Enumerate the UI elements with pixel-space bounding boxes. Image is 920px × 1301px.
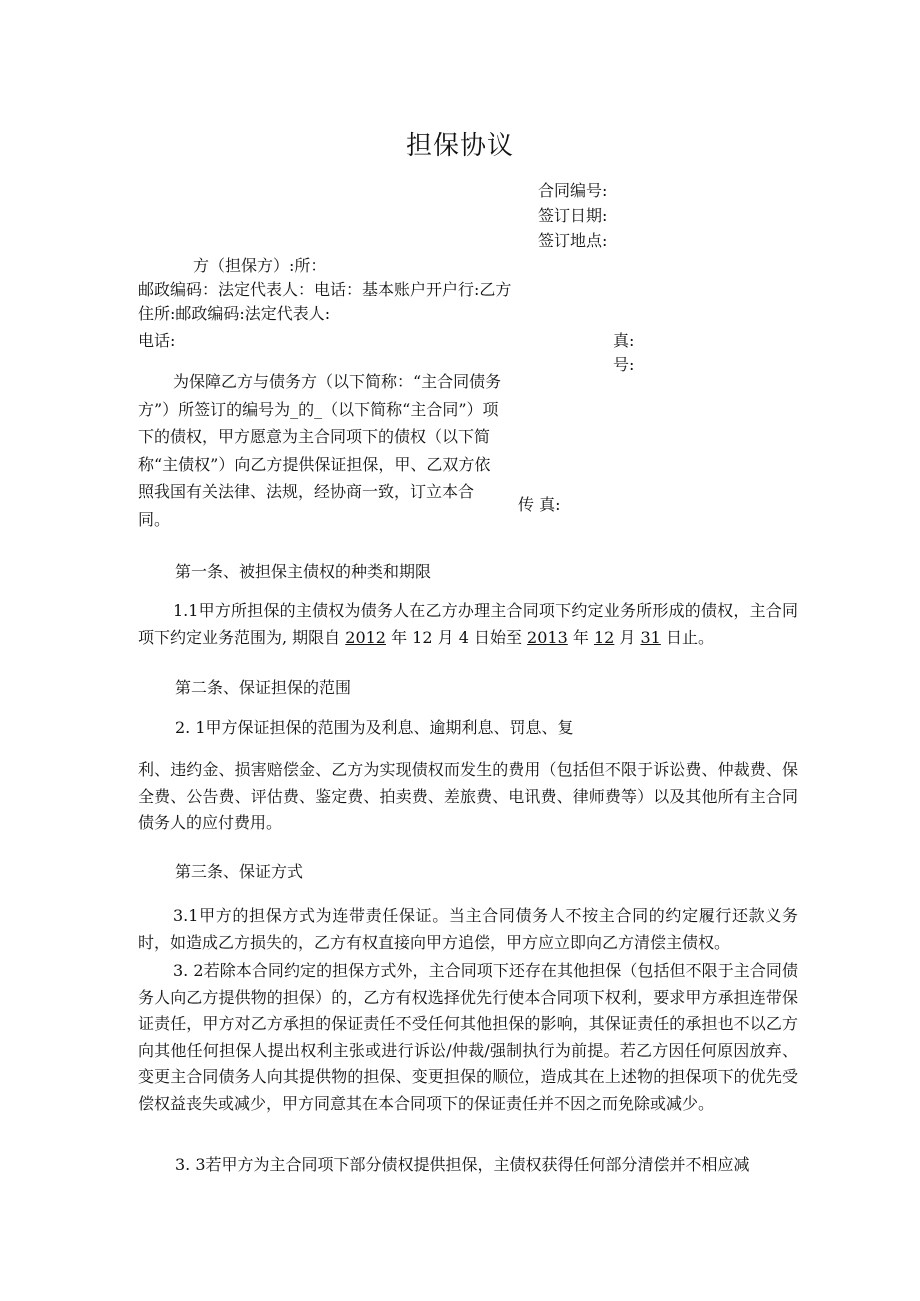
article-3-paragraph-1: 3.1甲方的担保方式为连带责任保证。当主合同债务人不按主合同的约定履行还款义务时，如造成乙方损失的，乙方有权直接向甲方追偿，甲方应立即向乙方清偿主债权。: [138, 906, 798, 952]
phone-label: 电话:: [138, 331, 176, 350]
fax-fragment: 真:: [613, 331, 635, 350]
article-1-paragraph: 1.1甲方所担保的主债权为债务人在乙方办理主合同项下约定业务所形成的债权，主合同项下约定业务范围为, 期限自 2012 年 12 月 4 日始至 2013 年 12 月 31 日止。: [138, 601, 798, 647]
party-b-line: 住所:邮政编码:法定代表人:: [138, 304, 331, 323]
article-3-paragraph-2: 3. 2若除本合同约定的担保方式外，主合同项下还存在其他担保（包括但不限于主合同债务人向乙方提供物的担保）的，乙方有权选择优先行使本合同项下权利，要求甲方承担连带保证责任，甲方对乙方承担的保证责任不受任何其他担保的影响，其保证责任的承担也不以乙方向其他任何担保人提出权利主张或进行诉讼/仲裁/强制执行为前提。若乙方因任何原因放弃、变更主合同债务人向其提供物的担保、变更担保的顺位，造成其在上述物的担保项下的优先受偿权益丧失或减少，甲方同意其在本合同项下的保证责任并不因之而免除或减少。: [138, 961, 798, 1113]
page-title: 担保协议: [405, 131, 514, 161]
article-2-paragraph-2: 利、违约金、损害赔偿金、乙方为实现债权而发生的费用（包括但不限于诉讼费、仲裁费、保全费、公告费、评估费、鉴定费、拍卖费、差旅费、电讯费、律师费等）以及其他所有主合同债务人的应付费用。: [138, 760, 798, 832]
article-2-heading: 第二条、保证担保的范围: [175, 678, 352, 697]
fax-label: 传 真:: [518, 495, 561, 514]
contract-number-label: 合同编号:: [538, 181, 608, 200]
start-year: 2012: [345, 627, 386, 647]
end-year: 2013: [527, 627, 568, 647]
article-2-paragraph-1: 2. 1甲方保证担保的范围为及利息、逾期利息、罚息、复: [175, 718, 574, 737]
article-1-heading: 第一条、被担保主债权的种类和期限: [175, 562, 432, 581]
number-fragment: 号:: [613, 355, 635, 374]
end-month: 12: [593, 627, 615, 647]
end-day: 31: [640, 627, 661, 647]
article-3-heading: 第三条、保证方式: [175, 862, 304, 881]
sign-date-label: 签订日期:: [538, 206, 608, 225]
party-a-line: 方（担保方）:所：: [193, 256, 327, 275]
sign-place-label: 签订地点:: [538, 231, 608, 250]
party-a-contact-line: 邮政编码：法定代表人：电话：基本账户开户行:乙方: [138, 280, 512, 299]
intro-paragraph: 为保障乙方与债务方（以下简称：“主合同债务方”）所签订的编号为_的_（以下简称“主合同”）项下的债权，甲方愿意为主合同项下的债权（以下简称“主债权”）向乙方提供保证担保，甲、乙双方依照我国有关法律、法规，经协商一致，订立本合同。: [138, 372, 502, 529]
article-3-paragraph-3: 3. 3若甲方为主合同项下部分债权提供担保，主债权获得任何部分清偿并不相应减: [175, 1155, 750, 1174]
